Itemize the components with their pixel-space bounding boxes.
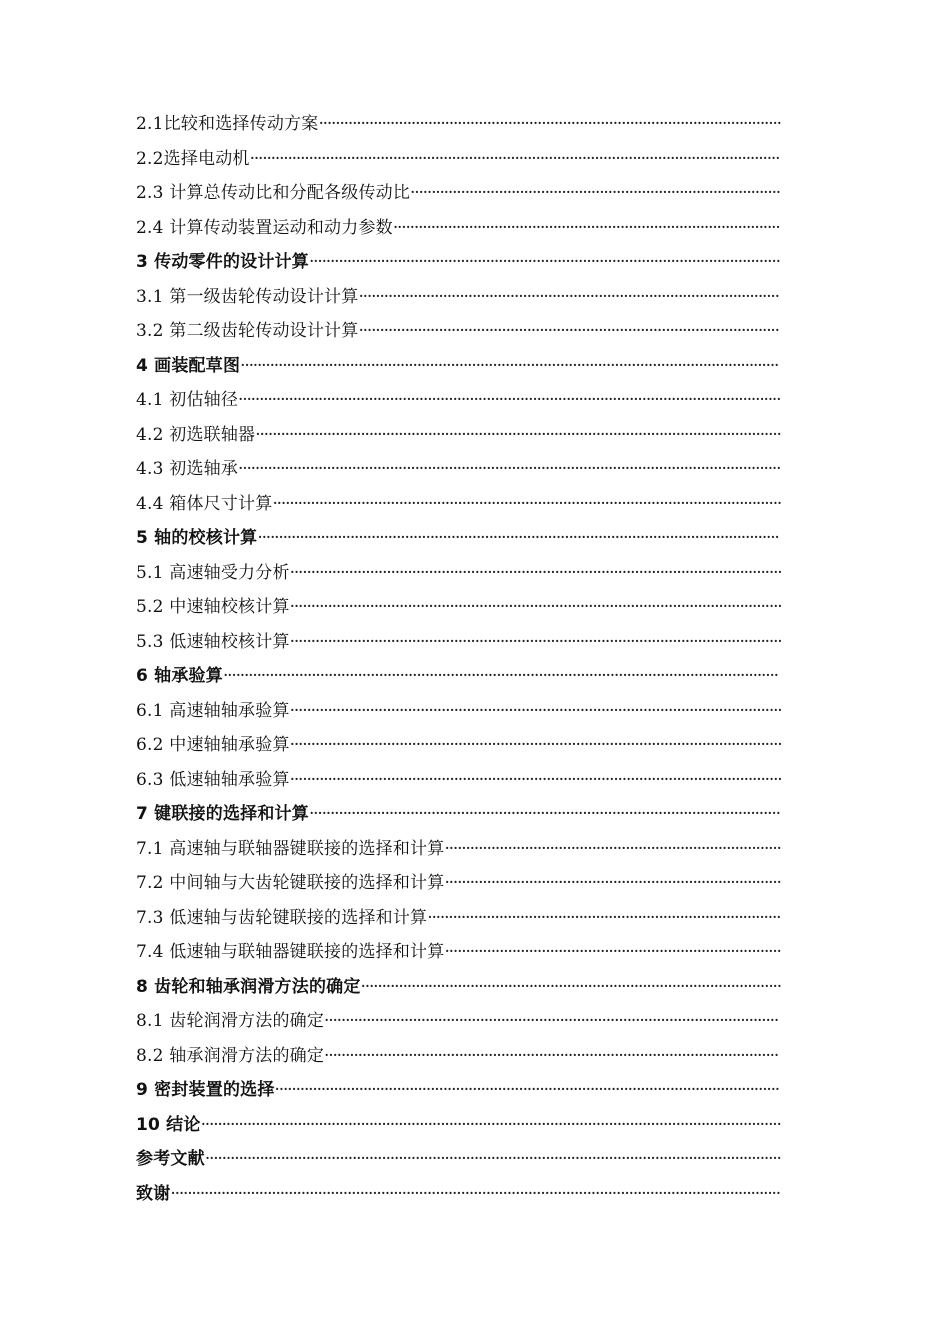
toc-entry-title: 4 画装配草图 [136, 355, 241, 376]
toc-dot-leader: ································································································································· [238, 390, 781, 410]
toc-entry[interactable] [136, 521, 796, 556]
toc-entry-title: 7.2 中间轴与大齿轮键联接的选择和计算 [136, 873, 445, 893]
toc-dot-leader: ············································································································ [324, 1011, 779, 1031]
toc-entry-title: 2.1比较和选择传动方案 [136, 114, 319, 134]
toc-entry[interactable] [136, 142, 796, 177]
toc-entry[interactable] [136, 245, 796, 280]
toc-entry[interactable] [136, 211, 796, 246]
toc-entry-title: 7.3 低速轴与齿轮键联接的选择和计算 [136, 907, 428, 928]
toc-entry-title: 8.1 齿轮润滑方法的确定 [136, 1011, 325, 1031]
toc-dot-leader: ························································································ [410, 183, 780, 203]
toc-entry-title: 4.2 初选联轴器 [136, 424, 256, 445]
toc-entry[interactable] [136, 590, 796, 625]
toc-entry-title: 7.1 高速轴与联轴器键联接的选择和计算 [136, 838, 445, 859]
toc-dot-leader: ············································································································ [324, 1045, 779, 1066]
toc-dot-leader: ···················································································· [427, 907, 781, 928]
toc-dot-leader: ···························································································· [392, 217, 780, 238]
toc-dot-leader: ················································································ [444, 942, 781, 962]
toc-dot-leader: ····················································································································· [289, 735, 782, 755]
toc-entry-title: 8.2 轴承润滑方法的确定 [136, 1045, 325, 1066]
toc-entry-title: 致谢 [136, 1183, 171, 1204]
toc-dot-leader: ····················································································································· [289, 631, 782, 652]
toc-entry-title: 5.3 低速轴校核计算 [136, 631, 290, 652]
toc-dot-leader: ····················································································································· [289, 700, 782, 721]
toc-entry-title: 4.1 初估轴径 [136, 390, 239, 410]
toc-entry[interactable] [136, 659, 796, 694]
toc-entry[interactable] [136, 1142, 796, 1177]
toc-entry-title: 6.2 中速轴轴承验算 [136, 735, 290, 755]
toc-dot-leader: ····························································································································· [255, 424, 781, 445]
toc-dot-leader: ···································································································································· [222, 666, 778, 686]
toc-entry[interactable] [136, 832, 796, 867]
toc-entry[interactable] [136, 314, 796, 349]
toc-dot-leader: ···································································································· [358, 286, 779, 307]
toc-dot-leader: ········································································································································· [204, 1149, 781, 1169]
toc-dot-leader: ···································································································· [360, 976, 781, 997]
toc-entry-title: 7 键联接的选择和计算 [136, 804, 309, 824]
toc-entry[interactable] [136, 176, 796, 211]
toc-entry-title: 6 轴承验算 [136, 666, 223, 686]
toc-entry[interactable] [136, 1004, 796, 1039]
toc-entry-title: 5 轴的校核计算 [136, 528, 258, 548]
toc-dot-leader: ························································································································ [274, 1080, 780, 1100]
toc-dot-leader: ································································································································· [238, 459, 781, 479]
toc-entry-title: 5.1 高速轴受力分析 [136, 562, 290, 583]
toc-entry[interactable] [136, 1177, 796, 1212]
toc-entry[interactable] [136, 866, 796, 901]
toc-dot-leader: ····················································································································· [289, 597, 782, 617]
toc-dot-leader: ································································································································ [240, 355, 779, 376]
toc-entry[interactable] [136, 901, 796, 936]
toc-entry[interactable] [136, 694, 796, 729]
toc-dot-leader: ················································································ [444, 873, 781, 893]
toc-dot-leader: ·············································································································· [318, 114, 781, 134]
toc-entry-title: 9 密封装置的选择 [136, 1080, 275, 1100]
toc-entry[interactable] [136, 1039, 796, 1074]
toc-entry[interactable] [136, 935, 796, 970]
toc-entry[interactable] [136, 970, 796, 1005]
toc-entry[interactable] [136, 280, 796, 315]
toc-entry-title: 8 齿轮和轴承润滑方法的确定 [136, 976, 361, 997]
toc-entry[interactable] [136, 1108, 796, 1143]
toc-entry-title: 参考文献 [136, 1149, 205, 1169]
toc-entry-title: 2.2选择电动机 [136, 148, 250, 169]
toc-dot-leader: ················································································································ [308, 804, 780, 824]
toc-entry[interactable] [136, 556, 796, 591]
toc-dot-leader: ·········································································································································· [200, 1114, 781, 1135]
toc-entry-title: 6.1 高速轴轴承验算 [136, 700, 290, 721]
toc-entry[interactable] [136, 487, 796, 522]
toc-entry[interactable] [136, 349, 796, 384]
toc-entry[interactable] [136, 728, 796, 763]
toc-entry-title: 7.4 低速轴与联轴器键联接的选择和计算 [136, 942, 445, 962]
table-of-contents [136, 107, 796, 1211]
toc-entry-title: 10 结论 [136, 1114, 201, 1135]
toc-entry[interactable] [136, 763, 796, 798]
toc-entry-title: 3 传动零件的设计计算 [136, 252, 309, 272]
toc-dot-leader: ···························································································································· [257, 528, 779, 548]
toc-dot-leader: ················································································································································· [170, 1183, 780, 1204]
toc-dot-leader: ················································································································ [308, 252, 780, 272]
toc-entry-title: 3.1 第一级齿轮传动设计计算 [136, 286, 359, 307]
toc-entry[interactable] [136, 797, 796, 832]
toc-dot-leader: ················································································ [444, 838, 781, 859]
toc-dot-leader: ······························································································································ [249, 148, 780, 169]
toc-entry[interactable] [136, 383, 796, 418]
toc-entry[interactable] [136, 107, 796, 142]
toc-entry-title: 4.4 箱体尺寸计算 [136, 493, 273, 514]
toc-dot-leader: ···································································································· [358, 321, 779, 341]
toc-entry[interactable] [136, 452, 796, 487]
toc-entry[interactable] [136, 625, 796, 660]
toc-entry[interactable] [136, 1073, 796, 1108]
toc-entry-title: 2.4 计算传动装置运动和动力参数 [136, 217, 393, 238]
toc-entry-title: 3.2 第二级齿轮传动设计计算 [136, 321, 359, 341]
toc-entry-title: 4.3 初选轴承 [136, 459, 239, 479]
toc-entry-title: 2.3 计算总传动比和分配各级传动比 [136, 183, 411, 203]
toc-entry-title: 5.2 中速轴校核计算 [136, 597, 290, 617]
toc-dot-leader: ····················································································································· [289, 769, 782, 790]
toc-entry-title: 6.3 低速轴轴承验算 [136, 769, 290, 790]
toc-dot-leader: ····················································································································· [289, 562, 782, 583]
toc-entry[interactable] [136, 418, 796, 453]
toc-dot-leader: ························································································································· [272, 493, 782, 514]
